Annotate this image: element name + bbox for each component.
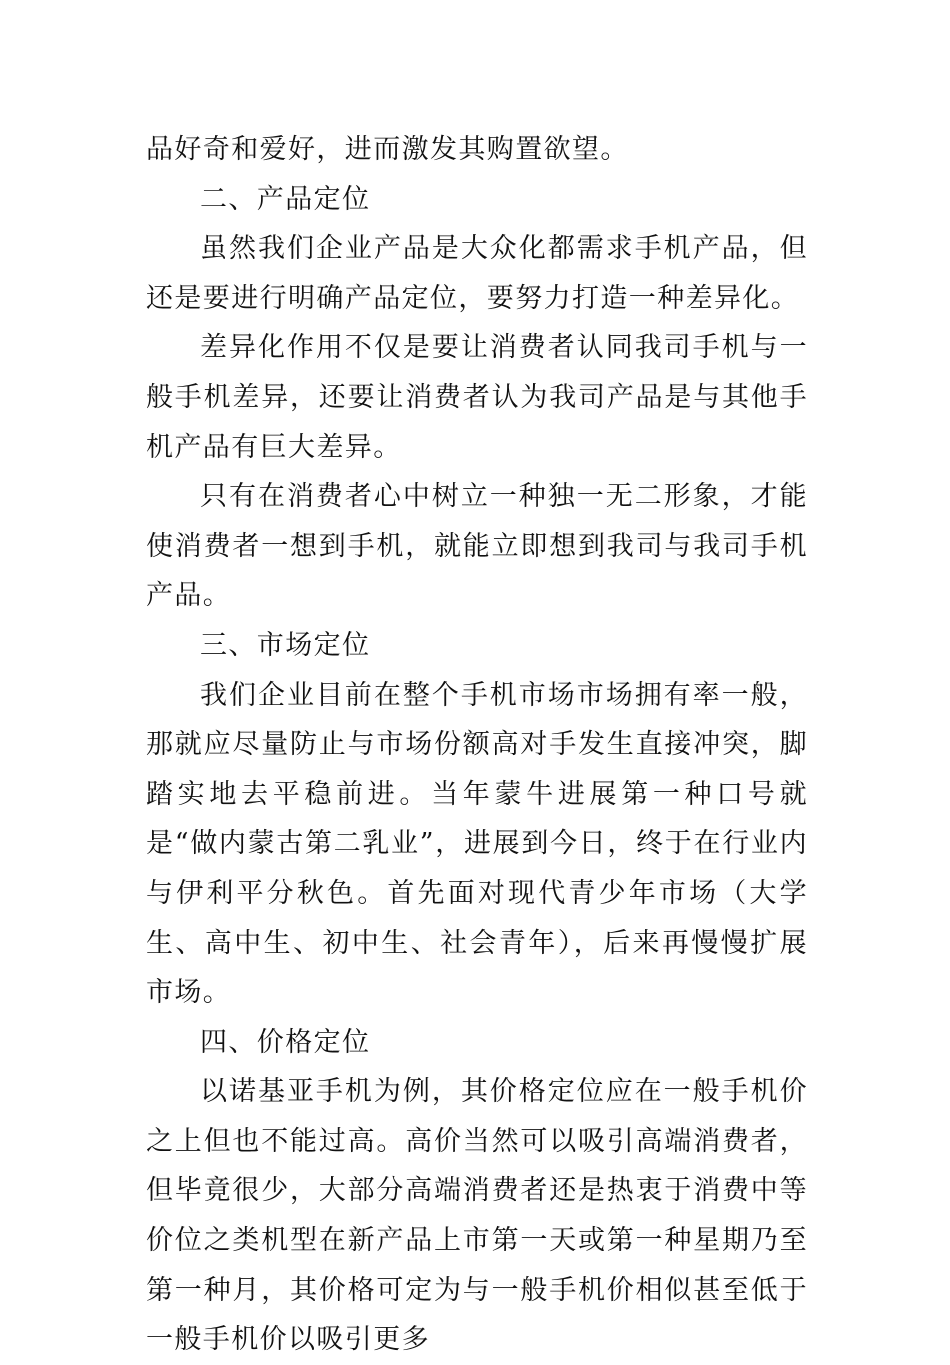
section-heading-product-positioning: 二、产品定位 bbox=[200, 183, 371, 215]
paragraph-continuation: 品好奇和爱好，进而激发其购置欲望。 bbox=[146, 134, 629, 165]
section-heading-market-positioning: 三、市场定位 bbox=[200, 629, 371, 661]
section-heading-price-positioning: 四、价格定位 bbox=[200, 1026, 371, 1058]
paragraph: 我们企业目前在整个手机市场市场拥有率一般，那就应尽量防止与市场份额高对手发生直接冲突，脚踏实地去平稳前进。当年蒙牛进展第一种口号就是“做内蒙古第二乳业”，进展到今日，终于在行业内与伊利平分秋色。首先面对现代青少年市场（大学生、高中生、初中生、社会青年），后来再慢慢扩展市场。 bbox=[146, 679, 808, 1009]
paragraph: 只有在消费者心中树立一种独一无二形象，才能使消费者一想到手机，就能立即想到我司与我司手机产品。 bbox=[146, 481, 808, 612]
paragraph: 差异化作用不仅是要让消费者认同我司手机与一般手机差异，还要让消费者认为我司产品是与其他手机产品有巨大差异。 bbox=[146, 332, 808, 463]
document-body bbox=[146, 125, 808, 1365]
paragraph: 虽然我们企业产品是大众化都需求手机产品，但还是要进行明确产品定位，要努力打造一种差异化。 bbox=[146, 233, 808, 314]
paragraph: 以诺基亚手机为例，其价格定位应在一般手机价之上但也不能过高。高价当然可以吸引高端消费者，但毕竟很少，大部分高端消费者还是热衷于消费中等价位之类机型在新产品上市第一天或第一种星期乃至第一种月，其价格可定为与一般手机价相似甚至低于一般手机价以吸引更多 bbox=[146, 1076, 808, 1356]
